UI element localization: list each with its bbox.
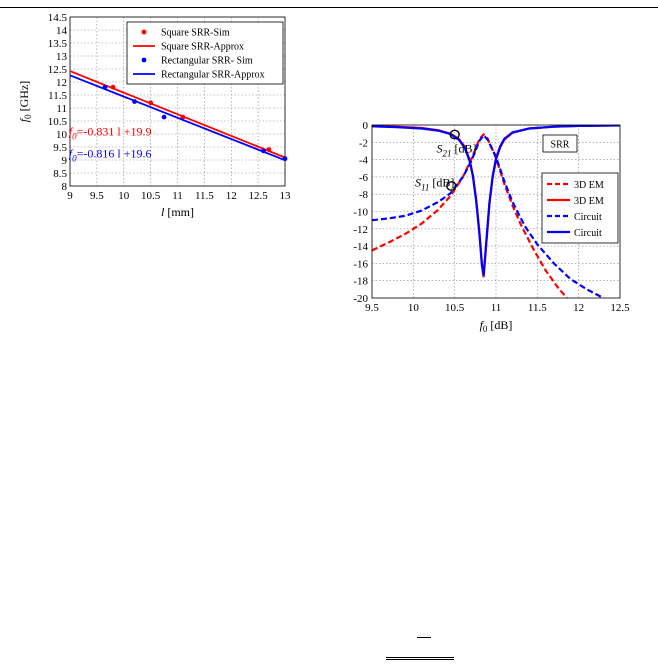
left-xtick-3: 10.5 [141, 190, 161, 202]
right-ytick-1: -2 [358, 137, 368, 150]
right-legend-label-0: 3D EM [574, 180, 604, 191]
bottom-mark-long-2 [386, 659, 454, 660]
right-ytick-6: -12 [353, 223, 368, 236]
bottom-mark-short [417, 637, 431, 638]
left-xtick-8: 13 [279, 190, 291, 202]
left-ytick-10: 13 [56, 51, 67, 63]
right-ytick-4: -8 [358, 189, 368, 202]
right-ytick-3: -6 [358, 171, 368, 184]
left-ytick-12: 14 [56, 25, 67, 37]
right-xtick-4: 11.5 [527, 302, 547, 314]
left-ytick-13: 14.5 [47, 12, 67, 24]
left-ytick-2: 9 [61, 155, 67, 167]
left-xtick-7: 12.5 [248, 190, 268, 202]
right-ytick-9: -18 [353, 275, 368, 288]
left-legend-label-0: Square SRR-Sim [161, 27, 230, 39]
right-ytick-5: -10 [353, 206, 368, 219]
left-xtick-1: 9.5 [90, 190, 104, 202]
right-ytick-2: -4 [358, 154, 368, 167]
left-ytick-4: 10 [56, 129, 67, 141]
left-ytick-5: 10.5 [47, 116, 67, 128]
left-xtick-6: 12 [225, 190, 237, 202]
left-legend-label-1: Square SRR-Approx [161, 41, 245, 53]
right-legend-label-2: Circuit [574, 212, 602, 223]
right-ytick-8: -16 [353, 258, 368, 271]
right-xtick-1: 10 [407, 302, 419, 314]
left-xtick-4: 11 [172, 190, 183, 202]
right-xtick-0: 9.5 [365, 302, 379, 314]
left-xtick-2: 10 [118, 190, 130, 202]
left-legend-label-2: Rectangular SRR- Sim [161, 55, 253, 67]
left-ytick-3: 9.5 [53, 142, 67, 154]
left-ylabel: $f_0$ [GHz] [17, 80, 33, 123]
right-ytick-10: -20 [353, 293, 368, 305]
right-legend-label-3: Circuit [574, 228, 602, 239]
left-ytick-8: 12 [56, 77, 67, 89]
bottom-mark-long [386, 657, 454, 658]
left-ytick-6: 11 [56, 103, 67, 115]
right-annotation-1: $S_{11}$ [dB] [414, 175, 455, 193]
left-legend-label-3: Rectangular SRR-Approx [161, 69, 265, 81]
left-ytick-11: 13.5 [47, 38, 67, 50]
left-xtick-5: 11.5 [194, 190, 214, 202]
right-xtick-6: 12.5 [610, 302, 630, 314]
left-ytick-1: 8.5 [53, 168, 67, 180]
right-annotation-0: $S_{21}$ [dB] [436, 141, 477, 159]
left-ytick-7: 11.5 [48, 90, 67, 102]
right-ytick-7: -14 [353, 241, 368, 254]
right-box-label: SRR [550, 139, 570, 151]
left-xtick-0: 9 [67, 190, 73, 202]
left-annotation-1: $f_0=-0.816$ l +19.6 [68, 146, 152, 164]
right-xtick-2: 10.5 [445, 302, 465, 314]
right-legend-label-1: 3D EM [574, 196, 604, 207]
left-xlabel: l [mm] [160, 205, 195, 219]
left-annotation-0: $f_0=-0.831$ l +19.9 [68, 124, 152, 142]
right-xtick-3: 11 [490, 302, 502, 314]
left-ytick-9: 12.5 [47, 64, 67, 76]
right-xlabel: $f_0$ [dB] [479, 318, 513, 334]
right-xtick-5: 12 [573, 302, 585, 314]
left-ytick-0: 8 [61, 181, 67, 193]
right-ytick-0: 0 [362, 120, 368, 132]
